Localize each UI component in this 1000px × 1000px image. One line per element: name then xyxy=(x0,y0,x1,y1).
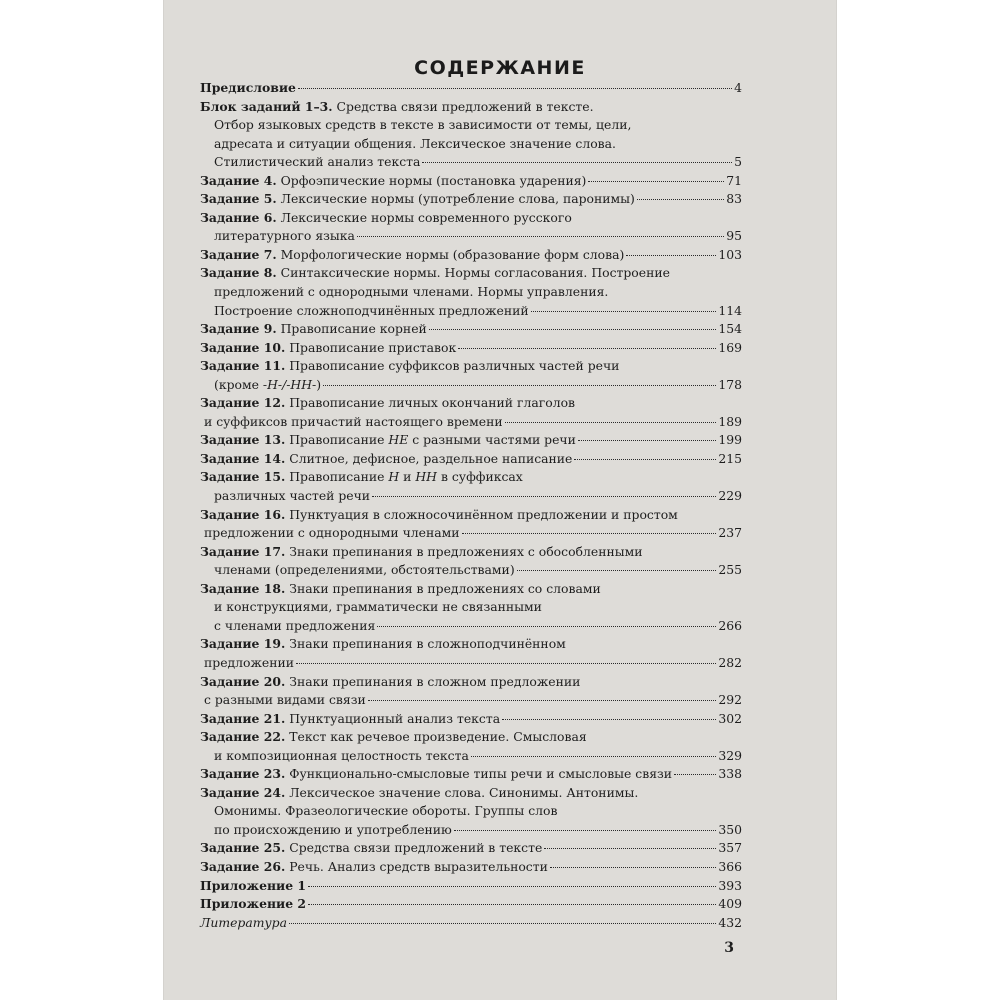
toc-text: с членами предложения xyxy=(214,617,376,633)
toc-entry-task-19 xyxy=(200,635,742,672)
dot-leader xyxy=(289,923,716,924)
toc-text: Орфоэпические нормы (постановка ударения) xyxy=(280,172,587,188)
toc-page: 282 xyxy=(718,654,742,670)
toc-page: 189 xyxy=(718,413,742,429)
page-number: 3 xyxy=(724,940,734,956)
toc-text: Лексическое значение слова. Синонимы. Антонимы. xyxy=(289,784,639,800)
toc-page: 302 xyxy=(718,710,742,726)
toc-entry-task-23 xyxy=(200,765,742,784)
toc-entry-task-24 xyxy=(200,784,742,840)
toc-text xyxy=(214,376,321,395)
toc-text-italic: НЕ xyxy=(388,432,409,448)
toc-text-part: Правописание xyxy=(289,432,389,448)
toc-page: 229 xyxy=(718,488,742,504)
toc-label: Блок заданий 1–3. xyxy=(200,98,333,114)
toc-label: Задание 8. xyxy=(200,265,277,281)
toc-page: 266 xyxy=(718,617,742,633)
dot-leader xyxy=(429,329,717,330)
toc-text: и композиционная целостность текста xyxy=(214,747,469,763)
toc-text: Текст как речевое произведение. Смысловая xyxy=(289,729,587,745)
toc-text-part: ) xyxy=(316,376,322,392)
toc-page: 4 xyxy=(734,80,742,95)
toc-text: Речь. Анализ средств выразительности xyxy=(289,858,548,874)
dot-leader xyxy=(588,181,724,182)
toc-label: Задание 24. xyxy=(200,784,286,800)
toc-entry-task-20 xyxy=(200,673,742,710)
toc-label: Задание 26. xyxy=(200,858,286,874)
toc-entry-task-13 xyxy=(200,431,742,450)
dot-leader xyxy=(458,348,716,349)
toc-text-italic: -Н-/-НН- xyxy=(262,376,317,392)
toc-label: Задание 6. xyxy=(200,209,277,225)
table-of-contents xyxy=(200,79,742,932)
toc-label: Задание 20. xyxy=(200,673,286,689)
dot-leader xyxy=(505,422,717,423)
dot-leader xyxy=(298,88,732,89)
toc-text-italic: НН xyxy=(415,469,437,485)
toc-page: 255 xyxy=(718,562,742,578)
toc-page: 393 xyxy=(718,877,742,893)
toc-text-part: Правописание xyxy=(289,469,389,485)
toc-label: Задание 12. xyxy=(200,395,286,411)
toc-entry-task-11 xyxy=(200,357,742,394)
toc-text: Лексические нормы современного русского xyxy=(280,209,572,225)
dot-leader xyxy=(368,700,717,701)
toc-entry-task-22 xyxy=(200,728,742,765)
toc-text: по происхождению и употреблению xyxy=(214,821,452,837)
toc-label: Приложение 2 xyxy=(200,896,307,912)
toc-page: 350 xyxy=(718,821,742,837)
toc-text: литературного языка xyxy=(214,228,355,244)
page-title: СОДЕРЖАНИЕ xyxy=(414,56,586,79)
dot-leader xyxy=(502,719,716,720)
dot-leader xyxy=(517,570,717,571)
toc-page: 103 xyxy=(718,246,742,262)
toc-entry-task-9 xyxy=(200,320,742,339)
toc-text: Омонимы. Фразеологические обороты. Группы слов xyxy=(214,803,558,819)
toc-entry-task-15 xyxy=(200,468,742,505)
toc-page: 357 xyxy=(718,840,742,856)
toc-label: Задание 23. xyxy=(200,766,286,782)
dot-leader xyxy=(357,236,724,237)
toc-entry-task-21 xyxy=(200,710,742,729)
toc-entry-task-7 xyxy=(200,246,742,265)
toc-label: Задание 11. xyxy=(200,358,286,374)
toc-text: Стилистический анализ текста xyxy=(214,154,421,170)
dot-leader xyxy=(674,774,716,775)
toc-label: Литература xyxy=(200,914,287,930)
toc-text: Правописание суффиксов различных частей речи xyxy=(289,358,620,374)
toc-label: Предисловие xyxy=(200,80,296,95)
toc-page: 71 xyxy=(726,172,742,188)
toc-page: 95 xyxy=(726,228,742,244)
toc-entry-task-4 xyxy=(200,172,742,191)
toc-text: Синтаксические нормы. Нормы согласования. Построение xyxy=(280,265,670,281)
toc-text: членами (определениями, обстоятельствами) xyxy=(214,562,515,578)
toc-label: Задание 7. xyxy=(200,246,277,262)
toc-label: Задание 13. xyxy=(200,432,286,448)
toc-page: 329 xyxy=(718,747,742,763)
toc-text: Пунктуация в сложносочинённом предложении и простом xyxy=(289,506,678,522)
toc-entry-task-14 xyxy=(200,450,742,469)
toc-text: предложении xyxy=(204,654,294,670)
dot-leader xyxy=(550,867,716,868)
toc-text: предложений с однородными членами. Нормы управления. xyxy=(214,284,609,300)
toc-entry-task-12 xyxy=(200,394,742,431)
toc-entry-task-8 xyxy=(200,264,742,320)
toc-entry-task-25 xyxy=(200,839,742,858)
toc-text: предложении с однородными членами xyxy=(204,525,460,541)
toc-label: Задание 15. xyxy=(200,469,286,485)
toc-text: Знаки препинания в предложениях со словами xyxy=(289,580,601,596)
dot-leader xyxy=(574,459,716,460)
toc-text: Правописание приставок xyxy=(289,339,457,355)
toc-text: Отбор языковых средств в тексте в зависимости от темы, цели, xyxy=(214,117,632,133)
toc-text-italic: Н xyxy=(388,469,400,485)
toc-entry-task-17 xyxy=(200,543,742,580)
toc-page: 292 xyxy=(718,692,742,708)
toc-entry-block-1-3 xyxy=(200,98,742,172)
toc-text: Средства связи предложений в тексте. xyxy=(336,98,594,114)
dot-leader xyxy=(637,199,724,200)
toc-text: Построение сложноподчинённых предложений xyxy=(214,302,529,318)
dot-leader xyxy=(626,255,716,256)
dot-leader xyxy=(323,385,716,386)
toc-page: 338 xyxy=(718,766,742,782)
toc-page: 366 xyxy=(718,858,742,874)
toc-page: 114 xyxy=(718,302,742,318)
toc-text: различных частей речи xyxy=(214,488,371,504)
toc-label: Задание 16. xyxy=(200,506,286,522)
book-page xyxy=(164,0,836,1000)
toc-label: Задание 14. xyxy=(200,450,286,466)
toc-page: 215 xyxy=(718,450,742,466)
toc-text: Правописание личных окончаний глаголов xyxy=(289,395,576,411)
dot-leader xyxy=(454,830,716,831)
toc-text: Морфологические нормы (образование форм слова) xyxy=(280,246,625,262)
toc-page: 154 xyxy=(718,321,742,337)
toc-label: Задание 22. xyxy=(200,729,286,745)
toc-text-part: и xyxy=(399,469,416,485)
dot-leader xyxy=(308,886,716,887)
toc-text: Средства связи предложений в тексте xyxy=(289,840,543,856)
toc-entry-appendix-2 xyxy=(200,895,742,914)
toc-text xyxy=(289,468,523,487)
toc-label: Задание 21. xyxy=(200,710,286,726)
toc-page: 432 xyxy=(718,914,742,930)
toc-text: Слитное, дефисное, раздельное написание xyxy=(289,450,573,466)
toc-text: Знаки препинания в сложном предложении xyxy=(289,673,581,689)
toc-page: 178 xyxy=(718,376,742,392)
toc-label: Задание 9. xyxy=(200,321,277,337)
toc-label: Задание 17. xyxy=(200,543,286,559)
toc-entry-task-6 xyxy=(200,209,742,246)
dot-leader xyxy=(578,440,716,441)
dot-leader xyxy=(296,663,716,664)
toc-text: Знаки препинания в сложноподчинённом xyxy=(289,636,566,652)
toc-entry-task-16 xyxy=(200,506,742,543)
toc-text: адресата и ситуации общения. Лексическое значение слова. xyxy=(214,135,616,151)
toc-entry-literature xyxy=(200,914,742,933)
toc-text: Правописание корней xyxy=(280,321,427,337)
toc-page: 199 xyxy=(718,432,742,448)
toc-label: Задание 4. xyxy=(200,172,277,188)
toc-text: с разными видами связи xyxy=(204,692,366,708)
toc-text: Лексические нормы (употребление слова, паронимы) xyxy=(280,191,635,207)
dot-leader xyxy=(544,848,716,849)
toc-text-part: с разными частями речи xyxy=(408,432,576,448)
dot-leader xyxy=(422,162,732,163)
toc-text-part: (кроме xyxy=(214,376,263,392)
toc-label: Задание 25. xyxy=(200,840,286,856)
toc-label: Приложение 1 xyxy=(200,877,307,893)
toc-label: Задание 5. xyxy=(200,191,277,207)
toc-page: 409 xyxy=(718,896,742,912)
toc-text-part: в суффиксах xyxy=(437,469,523,485)
toc-text xyxy=(289,431,576,450)
toc-label: Задание 19. xyxy=(200,636,286,652)
toc-label: Задание 10. xyxy=(200,339,286,355)
toc-entry-task-26 xyxy=(200,858,742,877)
toc-entry-appendix-1 xyxy=(200,877,742,896)
toc-entry-task-18 xyxy=(200,580,742,636)
toc-text: и суффиксов причастий настоящего времени xyxy=(204,413,503,429)
toc-label: Задание 18. xyxy=(200,580,286,596)
toc-text: Пунктуационный анализ текста xyxy=(289,710,501,726)
toc-entry-task-5 xyxy=(200,190,742,209)
dot-leader xyxy=(462,533,717,534)
toc-text: Функционально-смысловые типы речи и смысловые связи xyxy=(289,766,673,782)
dot-leader xyxy=(531,311,717,312)
dot-leader xyxy=(471,756,716,757)
toc-text: и конструкциями, грамматически не связанными xyxy=(214,599,542,615)
dot-leader xyxy=(377,626,716,627)
toc-entry-task-10 xyxy=(200,339,742,358)
toc-text: Знаки препинания в предложениях с обособленными xyxy=(289,543,643,559)
toc-entry-preface xyxy=(200,79,742,98)
toc-page: 237 xyxy=(718,525,742,541)
toc-page: 169 xyxy=(718,339,742,355)
dot-leader xyxy=(372,496,716,497)
toc-page: 5 xyxy=(734,154,742,170)
toc-page: 83 xyxy=(726,191,742,207)
dot-leader xyxy=(308,904,716,905)
